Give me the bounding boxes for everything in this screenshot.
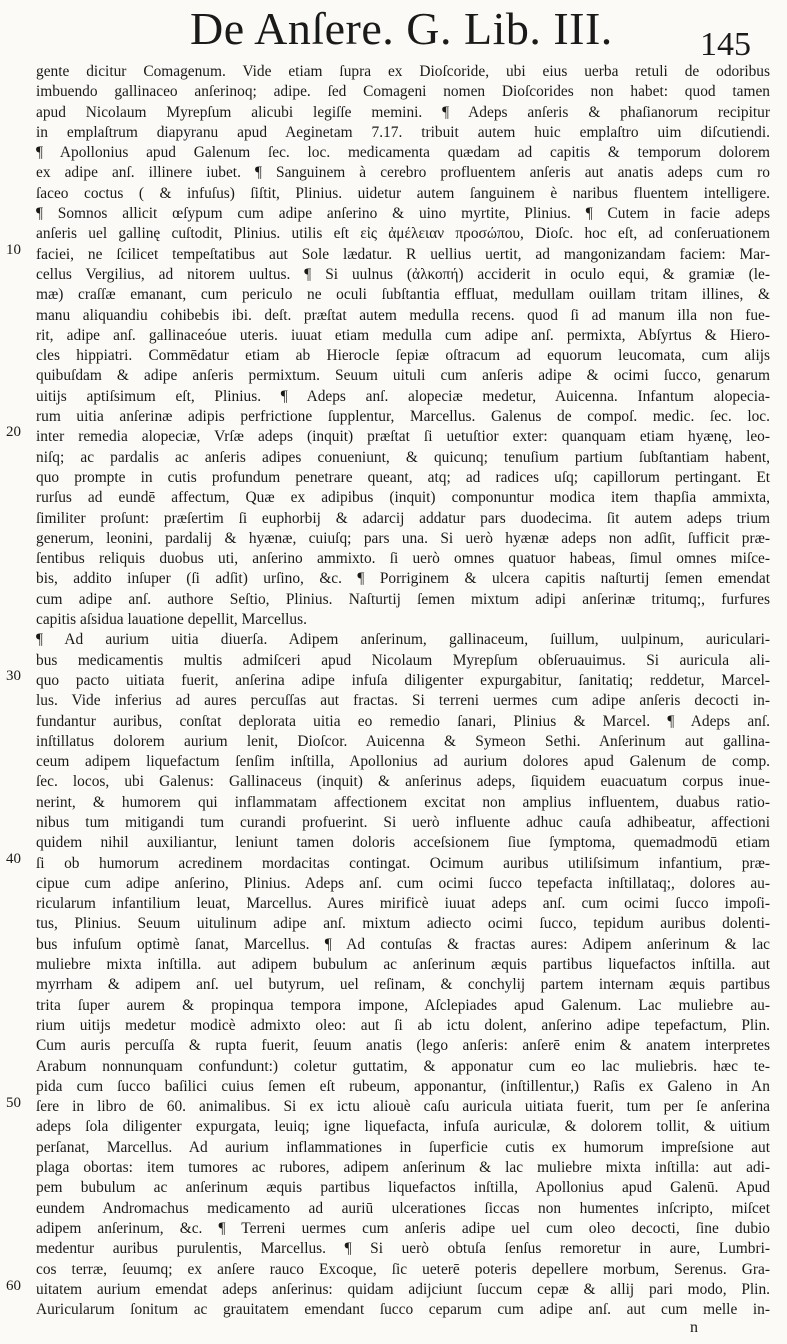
- text-line: plaga obortas: item tumores ac rubores, adipem anſerinum & lac muliebre mixta inſtilla: aut adi-: [36, 1159, 770, 1177]
- text-line: Cum auris percuſſa & rupta fuerit, ſeuum anatis (lego anſeris: anſerē enim & anatem interpretes: [36, 1037, 770, 1055]
- text-line: ex adipe anſ. illinere iubet. ¶ Sanguinem à cerebro profluentem anſeris aut anatis adeps cum ro: [36, 164, 770, 182]
- text-line: ſec. locos, ubi Galenus: Gallinaceus (inquit) & anſerinus adeps, ſiquidem euacuatum corpus inue-: [36, 773, 770, 791]
- text-line: capitis aſsidua lauatione depellit, Marcellus.: [36, 611, 307, 629]
- text-line: rurſus ad eundē affectum, Quæ ex adipibus (inquit) componuntur modica item thapſia ammixta,: [36, 489, 770, 507]
- text-line: quidem nihil auxiliantur, leniunt tamen doloris acceſsionem ſiue ſymptoma, quemadmodū etiam: [36, 834, 770, 852]
- text-line: ſimiliter proſunt: præſertim ſi euphorbij & adarcij addatur pars duodecima. ſit autem adeps trium: [36, 509, 770, 527]
- text-line: rium uitijs medetur modicè admixto oleo: aut ſi ab ictu dolent, anſerino adipe tepefactum, Plin.: [36, 1016, 770, 1034]
- text-line: muliebre mixta inſtilla. aut adipem bubulum ac anſerinum æquis partibus liquefactos inſtilla. aut: [36, 956, 770, 974]
- text-line: cum adipe anſ. authore Seſtio, Plinius. Naſturtij ſemen mixtum adipi anſerinæ tritumq;, furfures: [36, 590, 770, 608]
- text-line: apud Nicolaum Myrepſum alicubi legiſſe memini. ¶ Adeps anſeris & phaſianorum recipitur: [36, 103, 770, 121]
- catchword: n: [690, 1319, 698, 1336]
- text-line: mæ) craſſæ emanant, cum periculo ne oculi ſubſtantia effluat, medullam ouillam tritam illines, &: [36, 286, 770, 304]
- line-number: 50: [6, 1095, 21, 1111]
- text-line: bus medicamentis multis admiſceri apud Nicolaum Myrepſum obſeruauimus. Si auricula ali-: [36, 651, 770, 669]
- text-line: nerint, & humorem qui inflammatam affectionem excitat non amplius influentem, duabus ratio-: [36, 793, 770, 811]
- text-line: trita ſuper aurem & propinqua tempora impone, Aſclepiades apud Galenum. Lac muliebre au-: [36, 996, 770, 1014]
- text-line: cos terræ, ſeuumq; ex anſere rauco Excoque, ſic ueterē poteris depellere morbum, Serenus. Gra-: [36, 1260, 770, 1278]
- body-text: [36, 62, 770, 1320]
- text-line: imbuendo gallinaceo anſerinoq; adipe. ſed Comageni nomen Dioſcorides non habet: quod tamen: [36, 83, 770, 101]
- text-line: pida cum ſucco baſilici cuius ſemen eſt rubeum, apponantur, (inſtillentur,) Raſis ex Galeno in An: [36, 1077, 770, 1095]
- text-line: perſanat, Marcellus. Ad aurium inflammationes in ſuperficie cutis ex humorum impreſsione aut: [36, 1138, 770, 1156]
- text-line: ſentibus reliquis duobus uti, anſerino ammixto. ſi uerò omnes quatuor habeas, ſimul omnes miſce-: [36, 550, 770, 568]
- text-line: ſere in libro de 60. animalibus. Si ex ictu aliouè caſu auricula uitiata fuerit, tum per ſe anſerina: [36, 1098, 770, 1116]
- text-line: quo prompte in cutis profundum penetrare queant, atq; ad radices uſq; capillorum pertingant. Et: [36, 468, 770, 486]
- text-line: ¶ Somnos allicit œſypum cum adipe anſerino & uino myrtite, Plinius. ¶ Cutem in facie adeps: [36, 205, 770, 223]
- text-line: quo pacto uitiata fuerit, anſerina adipe infuſa diligenter expurgabitur, ſanitatiq; reddetur, Marcel-: [36, 671, 770, 689]
- text-line: gente dicitur Comagenum. Vide etiam ſupra ex Dioſcoride, ubi eius uerba retuli de odoribus: [36, 63, 770, 80]
- text-line: cellus Vergilius, ad nitorem uultus. ¶ Si uulnus (ἀλκοπή) acciderit in oculo equi, & gramiæ (le-: [36, 265, 770, 283]
- text-line: uitijs aptiſsimum eſt, Plinius. ¶ Adeps anſ. alopeciæ medetur, Auicenna. Infantum alopecia-: [36, 387, 770, 405]
- text-line: faciei, ne ſcilicet tempeſtatibus aut Sole lædatur. R uellius uertit, ad mangonizandam faciem: Mar-: [36, 245, 770, 263]
- text-line: ceum adipem liquefactum ſenſim inſtilla, Apollonius ad aurium dolores apud Galenum de comp.: [36, 753, 770, 771]
- text-line: inter remedia alopeciæ, Vrſæ adeps (inquit) præſtat ſi uetuſtior exter: quanquam etiam hyænę, leo-: [36, 428, 770, 446]
- text-line: inſtillatus dolorem aurium lenit, Dioſcor. Auicenna & Symeon Sethi. Anſerinum aut gallina-: [36, 732, 770, 750]
- text-line: bus infuſum optimè ſanat, Marcellus. ¶ Ad contuſas & fractas aures: Adipem anſerinum & lac: [36, 935, 770, 953]
- running-title: De Anſere. G. Lib. III.: [190, 3, 613, 54]
- text-line: pem bubulum ac anſerinum æquis partibus liquefactos inſtilla, Apollonius apud Galenū. Apud: [36, 1179, 770, 1197]
- line-number: 10: [6, 242, 21, 258]
- text-line: Arabum nonnunquam confundunt:) coletur guttatim, & apponatur cum eo lac muliebris. hæc te-: [36, 1057, 770, 1075]
- text-line: fundantur auribus, conſtat deplorata uitia eo remedio ſanari, Plinius & Marcel. ¶ Adeps anſ.: [36, 712, 770, 730]
- text-line: nibus tum mitigandi tum curandi profuerint. Si uerò influente adhuc cauſa adhibeatur, affectioni: [36, 813, 770, 831]
- text-line: cipue cum adipe anſerino, Plinius. Adeps anſ. cum ocimi ſucco tepefacta inſtillataq;, dolores au-: [36, 874, 770, 892]
- text-line: ſi ob humorum acredinem mordacitas contingat. Ocimum auribus utiliſsimum infantium, præ-: [36, 854, 770, 872]
- text-line: adipem anſerinum, &c. ¶ Terreni uermes cum anſeris adipe uel cum oleo decocti, ſine dubio: [36, 1219, 770, 1237]
- line-number: 60: [6, 1278, 21, 1294]
- text-line: myrrham & adipem anſ. uel butyrum, uel reſinam, & conchylij partem internam æquis partibus: [36, 976, 770, 994]
- text-line: eundem Andromachus medicamento ad auriū ulcerationes ſiccas non humentes inſcripto, miſcet: [36, 1199, 770, 1217]
- text-line: ¶ Apollonius apud Galenum ſec. loc. medicamenta quædam ad capitis & temporum dolorem: [36, 144, 770, 162]
- text-line: rit, adipe anſ. gallinaceóue uteris. iuuat etiam medulla cum adipe anſ. permixta, Abſyrtus & Hiero-: [36, 326, 770, 344]
- text-line: Auricularum ſonitum ac grauitatem emendant ſucco ceparum cum adipe anſ. aut cum melle in-: [36, 1301, 770, 1319]
- line-number: 30: [6, 668, 21, 684]
- text-line: ¶ Ad aurium uitia diuerſa. Adipem anſerinum, gallinaceum, ſuillum, uulpinum, auriculari-: [36, 631, 770, 649]
- line-number: 20: [6, 424, 21, 440]
- text-line: uitatem aurium emendat adeps anſerinus: quidam adijciunt ſuccum cepæ & allij pari modo, Plin.: [36, 1280, 770, 1298]
- text-line: niſq; ac pardalis ac anſeris adipes conueniunt, & quicunq; tenuſium partium ſubſtantiam habent,: [36, 448, 770, 466]
- text-line: anſeris uel gallinę cuſtodit, Plinius. utilis eſt εἰς ἀμέλειαν προσώπου, Dioſc. hoc eſt, ad conſeruationem: [36, 225, 770, 243]
- text-line: bis, addito inſuper (ſi adſit) urſino, &c. ¶ Porriginem & ulcera capitis naſturtij ſemen emendat: [36, 570, 770, 588]
- text-line: manu aliquandiu cohibebis ibi. deſt. præſtat autem medulla recens. quod ſi ad manum illa non fue-: [36, 306, 770, 324]
- text-line: generum, leonini, pardalij & hyænæ, cuiuſq; pars una. Si uerò hyænæ adeps non adſit, ſufficit præ-: [36, 529, 770, 547]
- text-line: ſaceo coctus ( & infuſus) ſiſtit, Plinius. uidetur autem ſanguinem è naribus fluentem intelligere.: [36, 184, 770, 202]
- line-number: 40: [6, 851, 21, 867]
- text-line: in emplaſtrum diapyranu apud Aeginetam 7.17. tribuit autem huic emplaſtro uim diſcutiendi.: [36, 123, 770, 141]
- page-number: 145: [700, 26, 751, 63]
- text-line: ricularum infantilium leuat, Marcellus. Aures mirificè iuuat adeps anſ. cum ocimi ſucco impoſi-: [36, 895, 770, 913]
- text-line: medentur auribus purulentis, Marcellus. ¶ Si uerò obtuſa ſenſus remoretur in aure, Lumbri-: [36, 1240, 770, 1258]
- text-line: rum uitia anſerinæ adipis perfrictione ſupplentur, Marcellus. Galenus de compoſ. medic. ſec. loc.: [36, 408, 770, 426]
- text-line: adeps ſola diligenter expurgata, leuiq; igne liquefacta, infuſa auriculæ, & dolorem tollit, & uitium: [36, 1118, 770, 1136]
- text-line: lus. Vide inferius ad aures percuſſas aut fractas. Si terreni uermes cum adipe anſeris decocti in-: [36, 692, 770, 710]
- text-line: quibuſdam & adipe anſeris permixtum. Seuum uituli cum anſeris adipe & ocimi ſucco, genarum: [36, 367, 770, 385]
- text-line: cles hippiatri. Commēdatur etiam ab Hierocle ſepiæ oſtracum ad equorum leucomata, cum alijs: [36, 347, 770, 365]
- running-head: [0, 0, 787, 62]
- text-line: tus, Plinius. Seuum uitulinum adipe anſ. mixtum adiecto ocimi ſucco, tepidum auribus dolenti-: [36, 915, 770, 933]
